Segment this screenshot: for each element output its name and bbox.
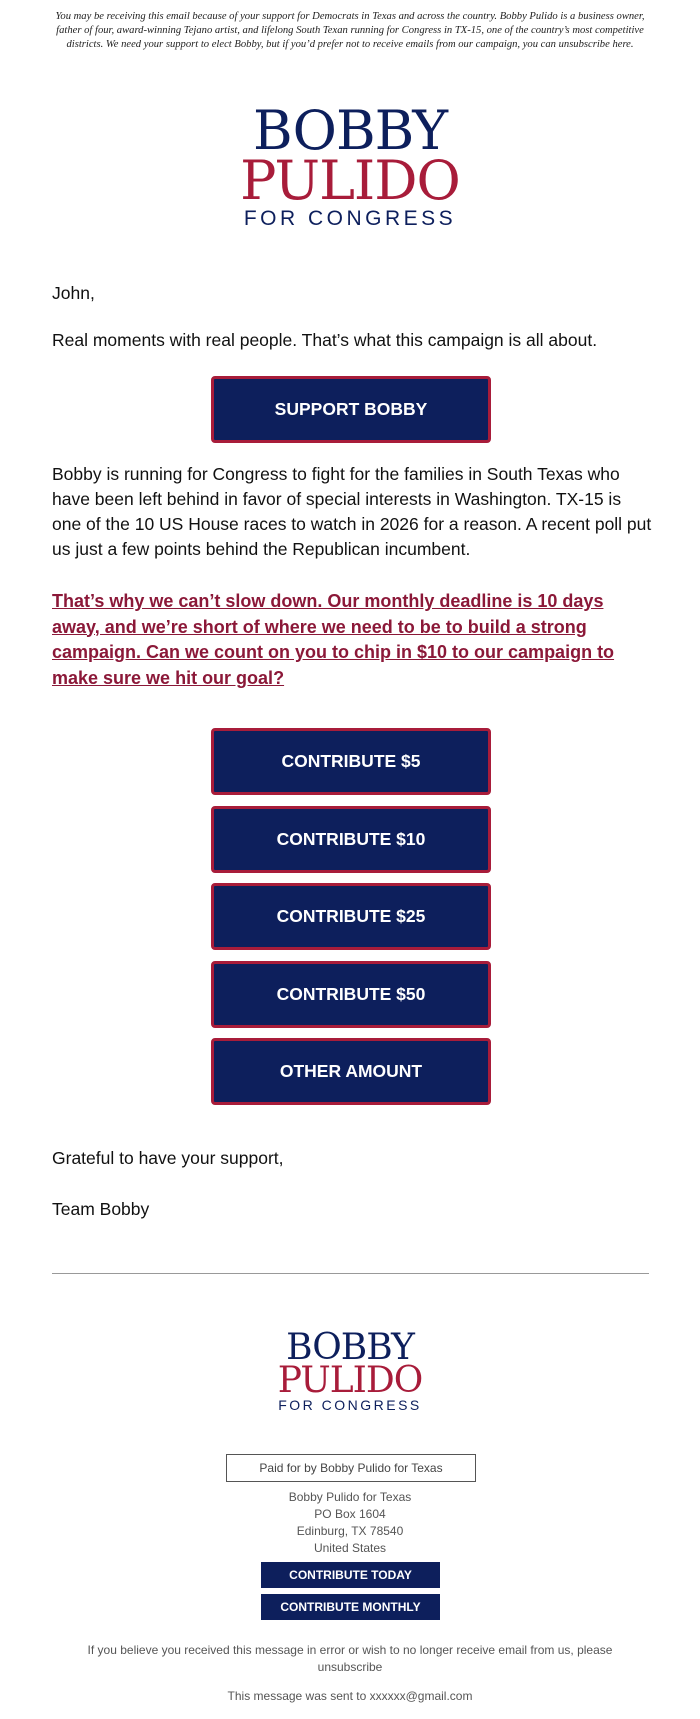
- contribute-10-button[interactable]: CONTRIBUTE $10: [211, 806, 491, 873]
- footer-divider: [52, 1273, 649, 1274]
- mailing-address: [200, 1489, 500, 1557]
- logo-line-pulido: PULIDO: [240, 149, 460, 212]
- address-line: Edinburg, TX 78540: [296, 1524, 404, 1538]
- contribute-monthly-button[interactable]: CONTRIBUTE MONTHLY: [261, 1594, 440, 1620]
- deadline-donate-link[interactable]: That’s why we can’t slow down. Our monthly deadline is 10 days away, and we’re short of where we need to be to build a strong campaign. Can we count on you to chip in $10 to our campaign to make sure we hit our goal?: [52, 591, 615, 688]
- footer-logo: [265, 1327, 435, 1413]
- logo-line-for-congress: FOR CONGRESS: [278, 1397, 422, 1413]
- logo-line-for-congress: FOR CONGRESS: [243, 207, 457, 230]
- unsubscribe-notice[interactable]: If you believe you received this message in error or wish to no longer receive email from us, please unsubscribe: [87, 1643, 613, 1674]
- logo-line-bobby: BOBBY: [252, 99, 448, 162]
- address-line: United States: [313, 1541, 387, 1555]
- email-disclaimer: You may be receiving this email because of your support for Democrats in Texas and across the country. Bobby Pulido is a business owner, father of four, award-winning Tejano artist, and lifelong South Texan running for Congress in TX-15, one of the country’s most competitive districts. We need your support to elect Bobby, but if you’d prefer not to receive emails from our campaign, you can unsubscribe here.: [55, 11, 645, 50]
- campaign-paragraph: Bobby is running for Congress to fight for the families in South Texas who have been left behind in favor of special interests in Washington. TX-15 is one of the 10 US House races to watch in 2026 for a reason. A recent poll put us just a few points behind the Republican incumbent.: [52, 464, 652, 559]
- support-bobby-button[interactable]: SUPPORT BOBBY: [211, 376, 491, 443]
- sent-to-notice: This message was sent to xxxxxx@gmail.com: [227, 1689, 473, 1703]
- address-line: PO Box 1604: [314, 1507, 386, 1521]
- greeting: John,: [52, 283, 95, 303]
- logo-line-bobby: BOBBY: [286, 1327, 414, 1368]
- contribute-50-button[interactable]: CONTRIBUTE $50: [211, 961, 491, 1028]
- contribute-5-button[interactable]: CONTRIBUTE $5: [211, 728, 491, 795]
- contribute-25-button[interactable]: CONTRIBUTE $25: [211, 883, 491, 950]
- address-line: Bobby Pulido for Texas: [288, 1490, 412, 1504]
- signature: Team Bobby: [52, 1199, 150, 1219]
- paid-for-box: Paid for by Bobby Pulido for Texas: [226, 1454, 476, 1482]
- other-amount-button[interactable]: OTHER AMOUNT: [211, 1038, 491, 1105]
- intro-text: Real moments with real people. That’s what this campaign is all about.: [52, 330, 598, 350]
- contribute-today-button[interactable]: CONTRIBUTE TODAY: [261, 1562, 440, 1588]
- logo-line-pulido: PULIDO: [277, 1360, 423, 1401]
- closing-text: Grateful to have your support,: [52, 1148, 284, 1168]
- campaign-logo: [225, 99, 475, 230]
